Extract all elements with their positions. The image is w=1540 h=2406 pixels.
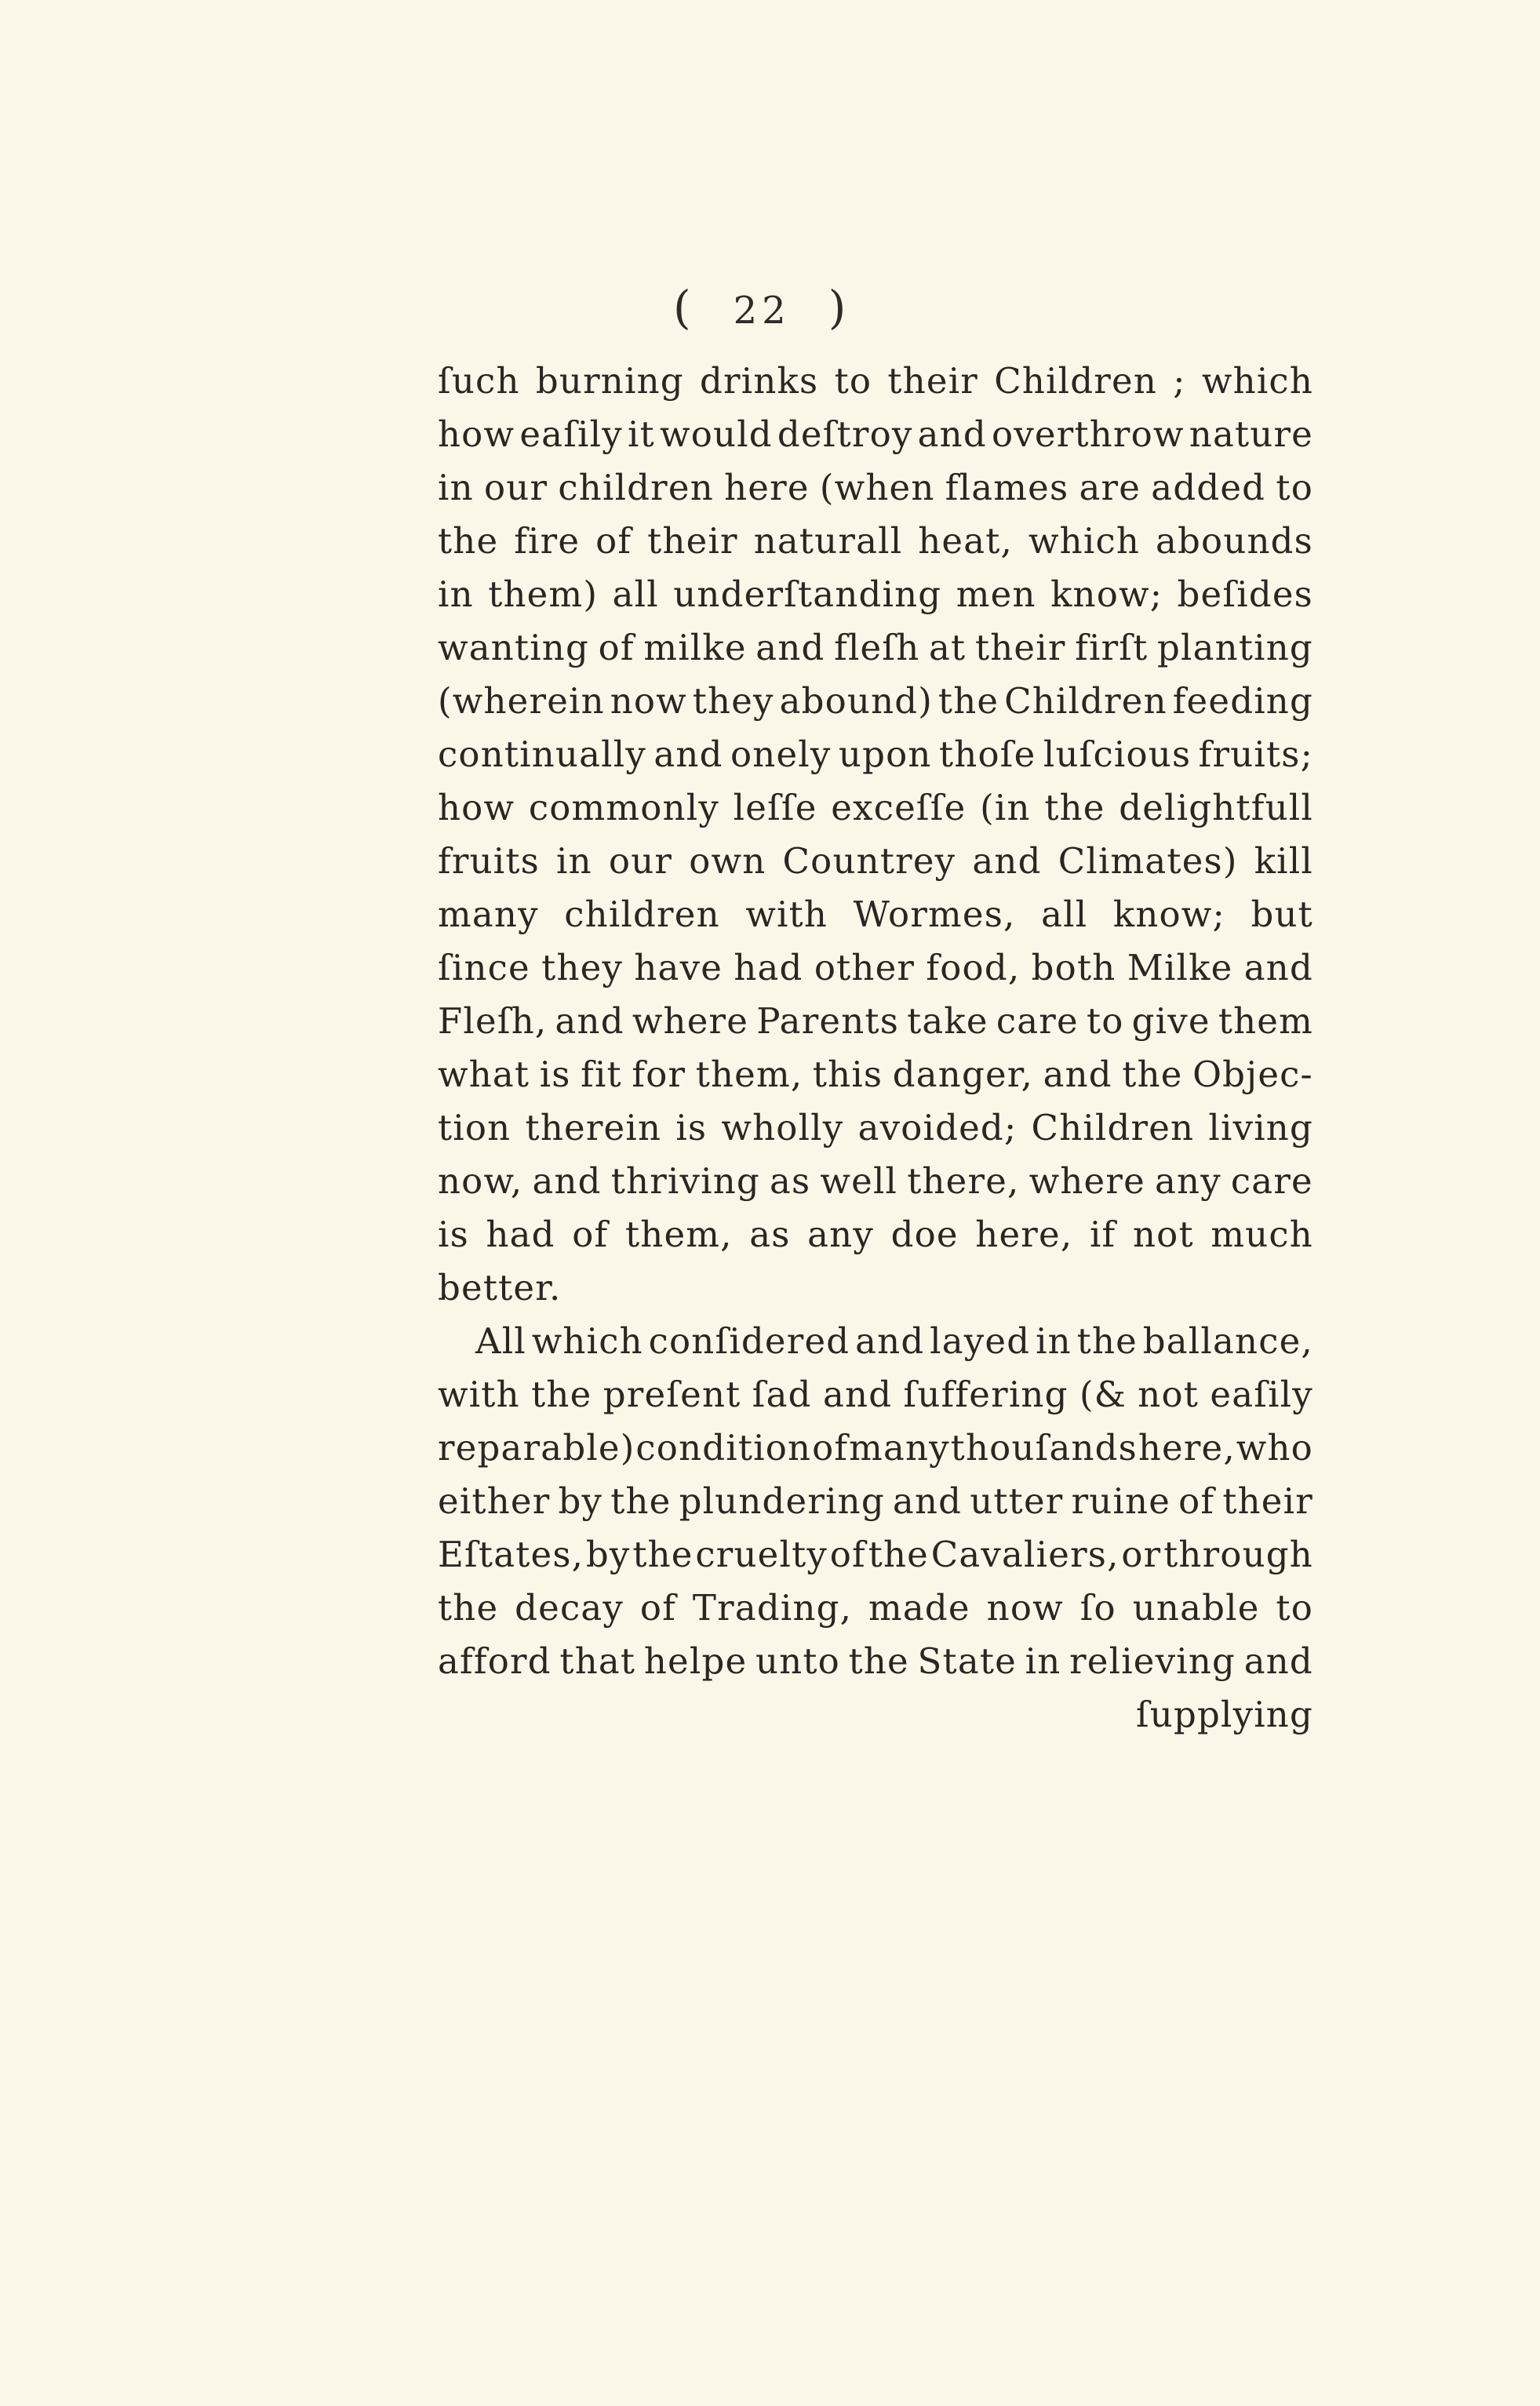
word: abound) xyxy=(779,680,934,722)
word: Climates) xyxy=(1058,840,1238,882)
word: abounds xyxy=(1155,520,1313,562)
word: men xyxy=(956,573,1036,615)
word: drinks xyxy=(700,360,819,402)
word: the xyxy=(438,520,499,562)
word: which xyxy=(531,1320,643,1362)
word: this xyxy=(812,1054,883,1095)
word: many xyxy=(849,1427,950,1469)
word: thriving xyxy=(610,1160,760,1202)
word: luſcious xyxy=(1043,733,1192,775)
word: have xyxy=(634,947,723,988)
word: ſad xyxy=(752,1374,812,1415)
word: better. xyxy=(438,1267,562,1309)
word: children xyxy=(564,894,720,935)
word: fleſh xyxy=(834,627,920,668)
text-line xyxy=(438,1048,1313,1101)
text-line xyxy=(438,1261,1313,1315)
word: the xyxy=(937,680,999,722)
word: (& xyxy=(1079,1374,1127,1415)
word: much xyxy=(1211,1214,1313,1255)
word: upon xyxy=(838,733,932,775)
word: layed xyxy=(930,1320,1031,1362)
word: care xyxy=(1230,1160,1313,1202)
word: State xyxy=(917,1640,1017,1682)
word: Trading, xyxy=(692,1587,853,1629)
word: wanting xyxy=(438,627,589,668)
word: know; xyxy=(1112,894,1225,935)
word: not xyxy=(1132,1214,1194,1255)
word: own xyxy=(689,840,766,882)
word: now xyxy=(986,1587,1064,1629)
text-line xyxy=(438,568,1313,621)
word: the xyxy=(438,1587,499,1629)
word: milke xyxy=(643,627,747,668)
word: exceſſe xyxy=(831,787,967,828)
word: had xyxy=(486,1214,555,1255)
word: Parents xyxy=(756,1000,900,1042)
word: in xyxy=(1025,1640,1061,1682)
word: as xyxy=(749,1214,791,1255)
text-line xyxy=(438,835,1313,888)
word: eaſily xyxy=(1210,1374,1313,1415)
word: unto xyxy=(755,1640,840,1682)
word: wholly xyxy=(721,1107,844,1148)
text-line xyxy=(438,728,1313,781)
word: is xyxy=(675,1107,708,1148)
text-line xyxy=(438,1315,1313,1368)
word: know; xyxy=(1050,573,1163,615)
word: Milke xyxy=(1127,947,1233,988)
word: them, xyxy=(695,1054,803,1095)
word: now, xyxy=(438,1160,523,1202)
word: of xyxy=(1178,1480,1215,1522)
text-line xyxy=(438,1368,1313,1421)
text-line xyxy=(438,355,1313,408)
word: of xyxy=(812,1427,849,1469)
word: the xyxy=(868,1534,929,1575)
word: Fleſh, xyxy=(438,1000,548,1042)
word: naturall xyxy=(753,520,903,562)
word: of xyxy=(639,1587,677,1629)
word: all xyxy=(612,573,659,615)
word: and xyxy=(755,627,825,668)
word: fruits; xyxy=(1198,733,1313,775)
word: thouſands xyxy=(950,1427,1138,1469)
word: and xyxy=(972,840,1042,882)
word: feeding xyxy=(1172,680,1313,722)
word: where xyxy=(1028,1160,1145,1202)
word: Children xyxy=(994,360,1158,402)
word: care xyxy=(996,1000,1079,1042)
word: they xyxy=(692,680,774,722)
word: ſince xyxy=(438,947,530,988)
word: our xyxy=(484,467,548,508)
open-paren: ( xyxy=(673,281,696,334)
word: both xyxy=(1031,947,1116,988)
text-line xyxy=(438,1528,1313,1582)
word: thoſe xyxy=(939,733,1036,775)
word: them, xyxy=(625,1214,733,1255)
text-line xyxy=(438,621,1313,675)
word: with xyxy=(745,894,828,935)
catchword-line xyxy=(438,1688,1313,1742)
word: ballance, xyxy=(1142,1320,1313,1362)
word: planting xyxy=(1157,627,1313,668)
word: the xyxy=(848,1640,909,1682)
word: would xyxy=(660,413,773,455)
word: or xyxy=(1121,1534,1162,1575)
word: to xyxy=(834,360,872,402)
body-text xyxy=(438,355,1313,1742)
word: their xyxy=(974,627,1066,668)
word: leſſe xyxy=(733,787,817,828)
word: any xyxy=(1154,1160,1221,1202)
word: and xyxy=(855,1320,925,1362)
text-line xyxy=(438,1101,1313,1155)
word: which xyxy=(1201,360,1313,402)
word: their xyxy=(887,360,979,402)
word: and xyxy=(532,1160,602,1202)
word: ſuch xyxy=(438,360,520,402)
word: their xyxy=(1222,1480,1313,1522)
word: Eſtates, xyxy=(438,1534,584,1575)
word: fire xyxy=(514,520,581,562)
word: (wherein xyxy=(438,680,605,722)
word: kill xyxy=(1254,840,1313,882)
text-line xyxy=(438,408,1313,461)
word: Cavaliers, xyxy=(930,1534,1120,1575)
text-line xyxy=(438,461,1313,515)
word: to xyxy=(1276,1587,1313,1629)
word: other xyxy=(814,947,916,988)
word: is xyxy=(539,1054,571,1095)
word: there, xyxy=(907,1160,1020,1202)
word: the xyxy=(610,1480,672,1522)
word: our xyxy=(608,840,673,882)
word: cruelty xyxy=(695,1534,828,1575)
word: doe xyxy=(890,1214,959,1255)
word: deſtroy xyxy=(777,413,913,455)
text-line xyxy=(438,515,1313,568)
word: the xyxy=(1076,1320,1138,1362)
word: firſt xyxy=(1075,627,1149,668)
text-line xyxy=(438,781,1313,835)
word: and xyxy=(653,733,723,775)
word: what xyxy=(438,1054,530,1095)
word: food, xyxy=(926,947,1021,988)
word: Wormes, xyxy=(853,894,1016,935)
word: is xyxy=(438,1214,469,1255)
page-number xyxy=(635,281,871,334)
text-line xyxy=(438,995,1313,1048)
text-line xyxy=(438,1208,1313,1261)
word: to xyxy=(1086,1000,1124,1042)
word: unable xyxy=(1132,1587,1260,1629)
word: eaſily xyxy=(519,413,623,455)
word: and xyxy=(1043,1054,1112,1095)
text-line xyxy=(438,675,1313,728)
word: by xyxy=(558,1480,603,1522)
word: it xyxy=(627,413,655,455)
word: with xyxy=(438,1374,520,1415)
word: fit xyxy=(581,1054,622,1095)
word: all xyxy=(1041,894,1088,935)
word: burning xyxy=(535,360,684,402)
word: children xyxy=(558,467,714,508)
word: made xyxy=(868,1587,970,1629)
word: Objec- xyxy=(1192,1054,1313,1095)
word: condition xyxy=(635,1427,812,1469)
word: which xyxy=(1028,520,1141,562)
word: danger, xyxy=(892,1054,1034,1095)
word: that xyxy=(559,1640,636,1682)
text-line xyxy=(438,941,1313,995)
word: in xyxy=(556,840,592,882)
word: fruits xyxy=(438,840,540,882)
word: as xyxy=(769,1160,811,1202)
text-line xyxy=(438,1155,1313,1208)
word: afford xyxy=(438,1640,552,1682)
close-paren: ) xyxy=(828,281,851,334)
word: ſuffering xyxy=(903,1374,1069,1415)
word: commonly xyxy=(528,787,719,828)
word: Children xyxy=(1004,680,1167,722)
word: at xyxy=(929,627,967,668)
word: of xyxy=(829,1534,866,1575)
word: living xyxy=(1208,1107,1313,1148)
word: here, xyxy=(1138,1427,1236,1469)
word: continually xyxy=(438,733,646,775)
word: of xyxy=(598,627,635,668)
word: now xyxy=(610,680,687,722)
word: decay xyxy=(515,1587,624,1629)
word: but xyxy=(1251,894,1313,935)
word: how xyxy=(438,787,515,828)
word: for xyxy=(632,1054,686,1095)
word: who xyxy=(1236,1427,1313,1469)
word: helpe xyxy=(643,1640,748,1682)
word: give xyxy=(1131,1000,1211,1042)
text-line xyxy=(438,1635,1313,1688)
word: and xyxy=(892,1480,963,1522)
word: nature xyxy=(1189,413,1313,455)
word: are xyxy=(1079,467,1141,508)
word: them xyxy=(1218,1000,1313,1042)
word: if xyxy=(1089,1214,1116,1255)
word: plundering xyxy=(679,1480,885,1522)
word: underſtanding xyxy=(673,573,942,615)
word: ; xyxy=(1173,360,1186,402)
word: relieving xyxy=(1069,1640,1236,1682)
word: the xyxy=(1044,787,1105,828)
word: here xyxy=(724,467,810,508)
word: through xyxy=(1163,1534,1313,1575)
word: of xyxy=(572,1214,609,1255)
word: where xyxy=(632,1000,749,1042)
page-number-value: 22 xyxy=(733,289,791,333)
word: added xyxy=(1151,467,1266,508)
word: reparable) xyxy=(438,1427,635,1469)
word: Countrey xyxy=(782,840,956,882)
word: and xyxy=(555,1000,624,1042)
word: their xyxy=(647,520,738,562)
word: in xyxy=(438,573,474,615)
word: they xyxy=(541,947,624,988)
word: tion xyxy=(438,1107,512,1148)
word: onely xyxy=(730,733,832,775)
word: overthrow xyxy=(992,413,1185,455)
word: utter xyxy=(970,1480,1064,1522)
word: therein xyxy=(525,1107,662,1148)
word: well xyxy=(820,1160,898,1202)
word: preſent xyxy=(603,1374,741,1415)
word: any xyxy=(807,1214,874,1255)
word: (in xyxy=(980,787,1031,828)
word: in xyxy=(1036,1320,1072,1362)
word: (when xyxy=(819,467,935,508)
word: the xyxy=(632,1534,694,1575)
text-line xyxy=(438,888,1313,941)
word: how xyxy=(438,413,515,455)
word: take xyxy=(907,1000,988,1042)
text-line xyxy=(438,1582,1313,1635)
word: the xyxy=(1122,1054,1183,1095)
word: All xyxy=(475,1320,526,1362)
word: either xyxy=(438,1480,551,1522)
word: the xyxy=(531,1374,592,1415)
catchword: ſupplying xyxy=(1135,1694,1313,1735)
text-line xyxy=(438,1475,1313,1528)
word: by xyxy=(585,1534,631,1575)
word: delightfull xyxy=(1119,787,1313,828)
word: to xyxy=(1276,467,1313,508)
word: in xyxy=(438,467,474,508)
word: Children xyxy=(1031,1107,1195,1148)
word: beſides xyxy=(1177,573,1313,615)
word: conſidered xyxy=(648,1320,850,1362)
word: of xyxy=(595,520,632,562)
word: them) xyxy=(488,573,599,615)
word: and xyxy=(1243,1640,1313,1682)
word: not xyxy=(1138,1374,1200,1415)
word: and xyxy=(1243,947,1313,988)
word: heat, xyxy=(918,520,1014,562)
word: avoided; xyxy=(857,1107,1018,1148)
word: and xyxy=(917,413,987,455)
word: had xyxy=(734,947,803,988)
word: flames xyxy=(945,467,1069,508)
text-line xyxy=(438,1421,1313,1475)
word: ruine xyxy=(1071,1480,1171,1522)
word: and xyxy=(822,1374,893,1415)
word: ſo xyxy=(1079,1587,1116,1629)
word: many xyxy=(438,894,539,935)
word: here, xyxy=(975,1214,1073,1255)
